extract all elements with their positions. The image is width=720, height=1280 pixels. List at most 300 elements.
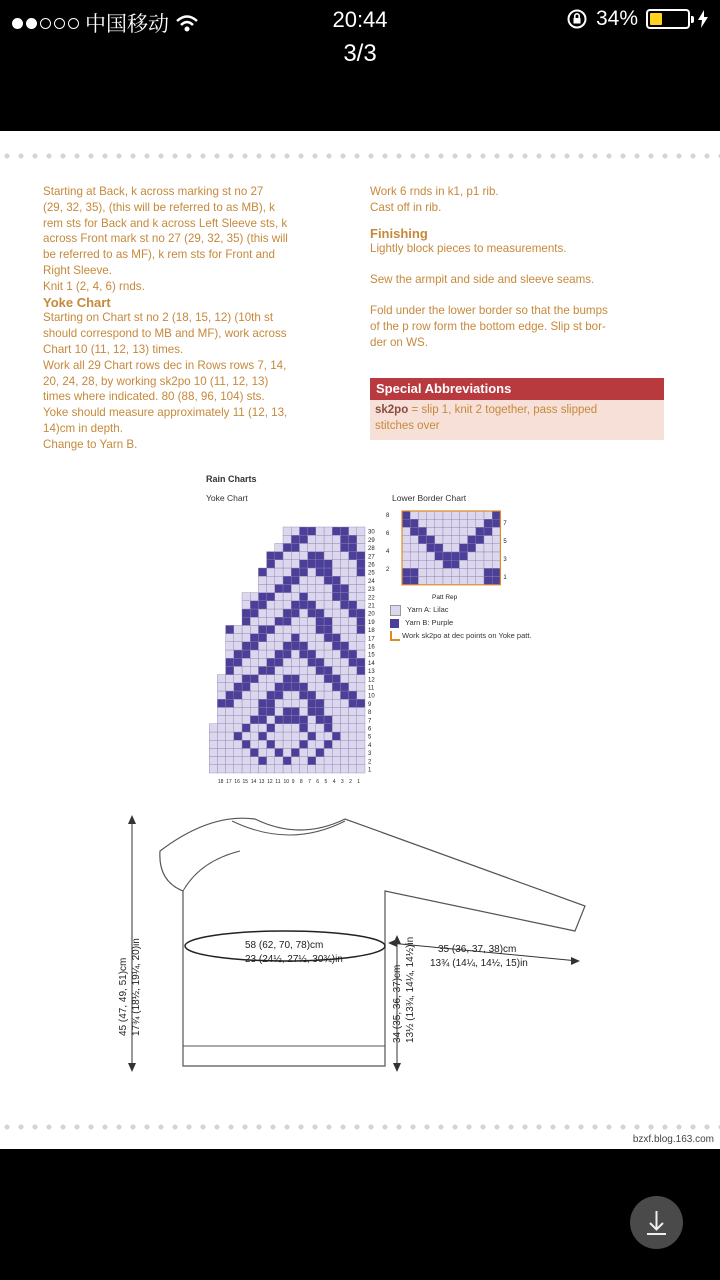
yoke-cell	[299, 650, 307, 658]
border-cell	[443, 552, 451, 560]
fold-line: Fold under the lower border so that the bumps	[370, 303, 608, 317]
yoke-cell	[258, 634, 266, 642]
yoke-cell	[250, 617, 258, 625]
yoke-cell	[258, 642, 266, 650]
border-cell	[492, 552, 500, 560]
yoke-cell	[283, 675, 291, 683]
legend-sk2po: Work sk2po at dec points on Yoke patt.	[390, 629, 532, 642]
yoke-cell	[299, 675, 307, 683]
yoke-cell	[242, 601, 250, 609]
yoke-cell	[234, 650, 242, 658]
yoke-cell	[349, 691, 357, 699]
yoke-cell	[258, 625, 266, 633]
yoke-col-number: 3	[340, 779, 344, 785]
yoke-cell	[242, 634, 250, 642]
yoke-cell	[242, 625, 250, 633]
border-cell	[476, 511, 484, 519]
yoke-cell	[283, 683, 291, 691]
yoke-cell	[308, 699, 316, 707]
yoke-cell	[250, 691, 258, 699]
border-cell	[459, 527, 467, 535]
yoke-col-number: 4	[332, 779, 336, 785]
yoke-cell	[324, 576, 332, 584]
border-cell	[410, 568, 418, 576]
yoke-cell	[291, 724, 299, 732]
yoke-cell	[234, 642, 242, 650]
border-cell	[418, 568, 426, 576]
yoke-cell	[291, 552, 299, 560]
yoke-cell	[242, 716, 250, 724]
yoke-row-number: 9	[368, 701, 372, 708]
yoke-cell	[308, 724, 316, 732]
yoke-cell	[316, 691, 324, 699]
status-bar	[0, 0, 720, 40]
yoke-cell	[299, 634, 307, 642]
sweater-schematic	[0, 811, 720, 1091]
height-measure	[117, 938, 143, 1036]
yoke-cell	[283, 543, 291, 551]
border-cell	[443, 577, 451, 585]
yoke-cell	[332, 634, 340, 642]
border-cell	[468, 511, 476, 519]
yoke-cell	[283, 527, 291, 535]
yoke-cell	[258, 593, 266, 601]
yoke-cell	[275, 691, 283, 699]
yoke-cell	[234, 765, 242, 773]
yoke-cell	[349, 675, 357, 683]
yoke-cell	[357, 642, 365, 650]
yoke-cell	[283, 584, 291, 592]
yoke-cell	[332, 732, 340, 740]
yoke-cell	[275, 724, 283, 732]
yoke-cell	[299, 625, 307, 633]
yoke-cell	[299, 617, 307, 625]
yoke-cell	[324, 535, 332, 543]
yoke-row-number: 17	[368, 636, 375, 643]
yoke-cell	[332, 765, 340, 773]
yoke-cell	[226, 634, 234, 642]
yoke-cell	[316, 699, 324, 707]
yoke-cell	[258, 757, 266, 765]
yoke-cell	[242, 732, 250, 740]
yoke-cell	[234, 658, 242, 666]
border-cell	[484, 568, 492, 576]
yoke-cell	[242, 593, 250, 601]
yoke-cell	[308, 666, 316, 674]
yoke-cell	[332, 650, 340, 658]
yoke-cell	[316, 650, 324, 658]
yoke-cell	[267, 601, 275, 609]
clock: 20:44	[332, 7, 388, 32]
yoke-cell	[242, 683, 250, 691]
yoke-col-number: 8	[299, 779, 303, 785]
border-cell	[410, 552, 418, 560]
yoke-cell	[316, 535, 324, 543]
yoke-cell	[258, 601, 266, 609]
yoke-cell	[299, 658, 307, 666]
yoke-cell	[357, 757, 365, 765]
yoke-cell	[349, 609, 357, 617]
side-in: 13½ (13¾, 14¼, 14½)in	[405, 936, 416, 1043]
border-row-number: 8	[386, 513, 390, 519]
yoke-cell	[275, 634, 283, 642]
border-cell	[443, 527, 451, 535]
charts-title: Rain Charts	[206, 474, 257, 484]
yoke-cell	[340, 691, 348, 699]
yoke-cell	[234, 666, 242, 674]
yoke-cell	[340, 757, 348, 765]
yoke-cell	[226, 740, 234, 748]
yoke-cell	[258, 568, 266, 576]
yoke-cell	[340, 716, 348, 724]
yoke-cell	[217, 716, 225, 724]
yoke-line: Work all 29 Chart rows dec in Rows rows 7, 14,	[43, 358, 287, 372]
yoke-cell	[267, 707, 275, 715]
border-cell	[492, 560, 500, 568]
yoke-cell	[308, 568, 316, 576]
yoke-cell	[267, 740, 275, 748]
intro-line: Starting at Back, k across marking st no 27	[43, 185, 264, 198]
status-right	[566, 7, 708, 31]
yoke-cell	[316, 666, 324, 674]
yoke-cell	[316, 560, 324, 568]
yoke-cell	[267, 609, 275, 617]
border-cell	[484, 527, 492, 535]
yoke-cell	[332, 683, 340, 691]
yoke-cell	[258, 707, 266, 715]
yoke-cell	[316, 601, 324, 609]
yoke-cell	[258, 683, 266, 691]
border-cell	[443, 544, 451, 552]
yoke-cell	[217, 724, 225, 732]
download-icon	[630, 1196, 683, 1249]
yoke-cell	[316, 642, 324, 650]
yoke-cell	[299, 748, 307, 756]
yoke-cell	[283, 724, 291, 732]
intro-line: (29, 32, 35), (this will be referred to as MB), k	[43, 200, 275, 214]
yoke-cell	[324, 584, 332, 592]
yoke-cell	[299, 765, 307, 773]
yoke-cell	[316, 658, 324, 666]
yoke-cell	[291, 584, 299, 592]
border-cell	[435, 511, 443, 519]
yoke-cell	[340, 552, 348, 560]
yoke-cell	[308, 691, 316, 699]
yoke-cell	[357, 552, 365, 560]
yoke-cell	[291, 699, 299, 707]
border-cell	[492, 568, 500, 576]
yoke-line: Yoke should measure approximately 11 (12, 13,	[43, 406, 288, 420]
top-dotted-border	[0, 153, 720, 159]
yoke-cell	[332, 748, 340, 756]
yoke-cell	[226, 707, 234, 715]
yoke-cell	[250, 625, 258, 633]
yoke-cell	[332, 707, 340, 715]
yoke-cell	[258, 748, 266, 756]
yoke-row-number: 29	[368, 537, 375, 544]
yoke-cell	[332, 535, 340, 543]
yoke-cell	[308, 576, 316, 584]
yoke-cell	[340, 593, 348, 601]
yoke-cell	[250, 683, 258, 691]
border-cell	[459, 536, 467, 544]
yoke-row-number: 26	[368, 562, 375, 569]
border-cell	[492, 536, 500, 544]
yoke-cell	[283, 552, 291, 560]
rib-line: Cast off in rib.	[370, 200, 442, 214]
yoke-cell	[226, 716, 234, 724]
yoke-cell	[291, 609, 299, 617]
border-cell	[492, 577, 500, 585]
yoke-row-number: 15	[368, 652, 375, 659]
battery-icon	[646, 9, 690, 29]
yoke-cell	[250, 650, 258, 658]
fold-line: of the p row form the bottom edge. Slip st bor-	[370, 319, 606, 333]
abbreviations-heading: Special Abbreviations	[370, 378, 664, 400]
border-cell	[443, 511, 451, 519]
yoke-cell	[258, 740, 266, 748]
yoke-cell	[308, 683, 316, 691]
yoke-heading: Yoke Chart	[43, 294, 111, 310]
yoke-cell	[332, 724, 340, 732]
yoke-cell	[324, 707, 332, 715]
yoke-cell	[308, 625, 316, 633]
yoke-cell	[234, 675, 242, 683]
yoke-cell	[291, 617, 299, 625]
yoke-cell	[242, 748, 250, 756]
yoke-cell	[299, 552, 307, 560]
yoke-cell	[226, 699, 234, 707]
yoke-cell	[234, 634, 242, 642]
border-cell	[402, 568, 410, 576]
yoke-cell	[357, 650, 365, 658]
yoke-cell	[234, 699, 242, 707]
yoke-cell	[250, 740, 258, 748]
yoke-cell	[267, 576, 275, 584]
yoke-row-number: 8	[368, 710, 372, 717]
yoke-cell	[316, 765, 324, 773]
yoke-cell	[250, 748, 258, 756]
yoke-cell	[299, 724, 307, 732]
yoke-cell	[340, 576, 348, 584]
yoke-cell	[324, 740, 332, 748]
yoke-line: Chart 10 (11, 12, 13) times.	[43, 342, 184, 356]
yoke-cell	[291, 625, 299, 633]
border-cell	[476, 577, 484, 585]
yoke-cell	[258, 675, 266, 683]
yoke-cell	[275, 707, 283, 715]
yoke-cell	[242, 675, 250, 683]
yoke-cell	[340, 658, 348, 666]
yoke-cell	[349, 748, 357, 756]
yoke-row-number: 20	[368, 611, 375, 618]
yoke-cell	[242, 658, 250, 666]
yoke-cell	[275, 683, 283, 691]
yoke-cell	[332, 625, 340, 633]
border-cell	[484, 511, 492, 519]
border-cell	[410, 577, 418, 585]
yoke-row-number: 3	[368, 751, 372, 758]
border-cell	[468, 527, 476, 535]
yoke-cell	[267, 757, 275, 765]
yoke-cell	[357, 568, 365, 576]
yoke-cell	[332, 576, 340, 584]
yoke-cell	[357, 691, 365, 699]
yoke-cell	[250, 658, 258, 666]
yoke-cell	[340, 543, 348, 551]
yoke-cell	[349, 576, 357, 584]
yoke-cell	[242, 699, 250, 707]
border-cell	[435, 577, 443, 585]
yoke-cell	[267, 691, 275, 699]
border-cell	[402, 527, 410, 535]
right-text-column	[370, 184, 670, 350]
border-cell	[443, 560, 451, 568]
yoke-cell	[308, 658, 316, 666]
yoke-cell	[299, 716, 307, 724]
border-cell	[427, 568, 435, 576]
border-cell	[410, 519, 418, 527]
yoke-cell	[250, 699, 258, 707]
yoke-cell	[283, 634, 291, 642]
border-cell	[410, 511, 418, 519]
yoke-cell	[357, 617, 365, 625]
yoke-cell	[267, 584, 275, 592]
yoke-cell	[250, 666, 258, 674]
yoke-row-number: 27	[368, 554, 375, 561]
yoke-cell	[316, 617, 324, 625]
yoke-cell	[217, 675, 225, 683]
yoke-cell	[324, 699, 332, 707]
download-button[interactable]	[630, 1196, 683, 1249]
yoke-cell	[283, 699, 291, 707]
yoke-cell	[349, 683, 357, 691]
yoke-cell	[226, 732, 234, 740]
yoke-cell	[267, 642, 275, 650]
yoke-cell	[357, 666, 365, 674]
border-cell	[418, 536, 426, 544]
yoke-cell	[217, 683, 225, 691]
yoke-cell	[234, 748, 242, 756]
abbreviation-sk2po	[370, 400, 664, 436]
yoke-cell	[308, 527, 316, 535]
pattern-page-image[interactable]	[0, 131, 720, 1149]
yoke-row-number: 12	[368, 677, 375, 684]
yoke-cell	[357, 724, 365, 732]
yoke-cell	[283, 576, 291, 584]
yoke-row-number: 2	[368, 759, 372, 766]
border-cell	[435, 568, 443, 576]
border-row-number: 6	[386, 531, 390, 537]
yoke-cell	[324, 757, 332, 765]
yoke-cell	[226, 757, 234, 765]
yoke-cell	[217, 757, 225, 765]
border-row-number: 2	[386, 567, 390, 573]
sleeve-measure	[430, 943, 528, 971]
yoke-cell	[283, 666, 291, 674]
yoke-cell	[275, 675, 283, 683]
yoke-cell	[340, 765, 348, 773]
border-cell	[402, 536, 410, 544]
border-cell	[435, 560, 443, 568]
yoke-cell	[267, 666, 275, 674]
yoke-cell	[332, 527, 340, 535]
yoke-cell	[250, 732, 258, 740]
yoke-row-number: 4	[368, 742, 372, 749]
yoke-col-number: 14	[250, 779, 257, 785]
yoke-cell	[340, 535, 348, 543]
yoke-cell	[308, 560, 316, 568]
yoke-cell	[299, 584, 307, 592]
yoke-cell	[316, 609, 324, 617]
yoke-cell	[291, 543, 299, 551]
intro-line: Right Sleeve.	[43, 263, 112, 277]
chest-measure	[245, 939, 343, 967]
patt-rep-label: Patt Rep	[432, 593, 458, 601]
yoke-col-number: 9	[291, 779, 295, 785]
yoke-cell	[250, 675, 258, 683]
yoke-cell	[226, 642, 234, 650]
yoke-cell	[226, 666, 234, 674]
yoke-cell	[316, 625, 324, 633]
yoke-cell	[275, 552, 283, 560]
yoke-cell	[299, 527, 307, 535]
yoke-cell	[324, 568, 332, 576]
yoke-cell	[217, 691, 225, 699]
yoke-line: 14)cm in depth.	[43, 421, 123, 435]
border-cell	[468, 544, 476, 552]
carrier-name: 中国移动	[85, 13, 169, 36]
yoke-cell	[324, 617, 332, 625]
yoke-cell	[349, 740, 357, 748]
yoke-cell	[242, 650, 250, 658]
yoke-cell	[267, 683, 275, 691]
yoke-cell	[340, 601, 348, 609]
yoke-cell	[299, 683, 307, 691]
yoke-cell	[299, 609, 307, 617]
yoke-col-number: 13	[258, 779, 265, 785]
border-cell	[492, 519, 500, 527]
yoke-cell	[291, 593, 299, 601]
abbr-term: sk2po	[375, 404, 409, 416]
yoke-cell	[357, 699, 365, 707]
sleeve-cm: 35 (36, 37, 38)cm	[438, 944, 517, 955]
yoke-cell	[234, 625, 242, 633]
yoke-row-number: 10	[368, 693, 375, 700]
yoke-cell	[316, 707, 324, 715]
yoke-cell	[291, 568, 299, 576]
border-cell	[468, 577, 476, 585]
yoke-cell	[275, 716, 283, 724]
yoke-cell	[357, 707, 365, 715]
yoke-cell	[226, 724, 234, 732]
yoke-cell	[308, 593, 316, 601]
yoke-cell	[308, 765, 316, 773]
yoke-cell	[242, 691, 250, 699]
yoke-cell	[316, 675, 324, 683]
yoke-cell	[267, 658, 275, 666]
yoke-cell	[324, 691, 332, 699]
yoke-cell	[291, 748, 299, 756]
yoke-cell	[234, 691, 242, 699]
yoke-cell	[357, 625, 365, 633]
yoke-cell	[299, 757, 307, 765]
yoke-cell	[324, 634, 332, 642]
yoke-cell	[267, 552, 275, 560]
side-measure	[391, 937, 417, 1043]
yoke-cell	[267, 732, 275, 740]
yoke-cell	[258, 724, 266, 732]
